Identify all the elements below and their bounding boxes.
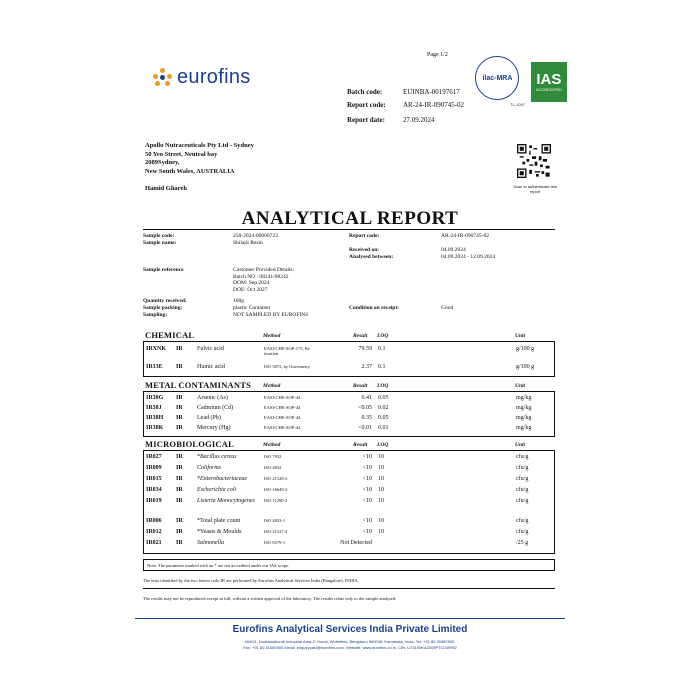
sampling-value: NOT SAMPLED BY EUROFINS (233, 312, 309, 318)
address-line: New South Wales, AUSTRALIA (145, 167, 235, 175)
parameter-name: *Total plate count (197, 518, 241, 524)
analysed-label: Analysed between: (349, 254, 394, 260)
unit: cfu/g (516, 476, 529, 482)
condition-label: Condition on receipt: (349, 305, 400, 311)
unit: cfu/g (516, 498, 529, 504)
lab-code: IR (176, 498, 183, 504)
loq: 0.05 (378, 415, 389, 421)
reference-label: Sample reference (143, 267, 184, 273)
unit: mg/kg (516, 425, 532, 431)
parameter-name: Lead (Pb) (197, 415, 221, 421)
parameter-name: Salmonella (197, 540, 224, 546)
result: <10 (362, 454, 372, 460)
unit: cfu/g (516, 487, 529, 493)
section-title-micro: MICROBIOLOGICAL (145, 439, 234, 449)
column-header-unit: Unit (515, 333, 526, 339)
column-header-unit: Unit (515, 383, 526, 389)
column-header-loq: LOQ (377, 333, 389, 339)
logo-text: eurofins (177, 66, 251, 88)
parameter-name: *Bacillus cereus (197, 454, 237, 460)
received-label: Received on: (349, 247, 380, 253)
report-code-label: Report code: (347, 101, 386, 109)
method: ISO 5073, by Gravimetry (264, 364, 310, 369)
footer-address-line: #540/1, Doddanakundi Industrial Area 2, Hoodi, Whitefield, Bengaluru 560048, Karnataka, India, Tel: +91 80 30982500, (244, 639, 456, 644)
unit: mg/kg (516, 395, 532, 401)
address-line: 50 Yeo Street, Neutral bay (145, 150, 218, 158)
quantity-value: 160g (233, 298, 244, 304)
column-header-loq: LOQ (377, 442, 389, 448)
column-header-result: Result (353, 442, 368, 448)
note-rule (143, 588, 555, 589)
address-line: 2089Sydney, (145, 159, 180, 166)
result: <10 (362, 498, 372, 504)
qr-caption: Scan to authenticate this report (513, 184, 557, 194)
loq: 0.01 (378, 425, 389, 431)
lab-code: IR (176, 405, 183, 411)
test-code: IR38G (146, 395, 164, 401)
note-text: The results may not be reproduced except in full, without a written approval of the laboratory. The results relate only to the sample analysed. (143, 596, 397, 601)
parameter-name: Mercury (Hg) (197, 425, 231, 431)
result: 0.41 (361, 395, 372, 401)
parameter-name: *Yeasts & Moulds (197, 529, 242, 535)
loq: 10 (378, 465, 384, 471)
column-header-result: Result (353, 333, 368, 339)
footer-rule (135, 618, 565, 619)
report-date-label: Report date: (347, 116, 385, 124)
sample-code-label: Sample code: (143, 233, 175, 239)
batch-code-label: Batch code: (347, 88, 383, 96)
method: ISO 4832 (264, 465, 282, 470)
method: EASI-CHE-SOP-44 (264, 425, 301, 430)
loq: 10 (378, 454, 384, 460)
address-line: Apollo Nutraceuticals Pty Ltd - Sydney (145, 142, 254, 149)
parameter-name: Fulvic acid (197, 346, 224, 352)
note-text: Note: The parameter marked with an * are not accredited under our IAS scope. (147, 563, 290, 568)
report-code-line (347, 101, 464, 109)
parameter-name: Cadmium (Cd) (197, 405, 234, 411)
column-header-unit: Unit (515, 442, 526, 448)
lab-code: IR (176, 454, 183, 460)
column-header-method: Method (263, 442, 281, 448)
sample-name-value: Shilajit Resin (233, 240, 263, 246)
reference-line: Batch NO : 08241/08242 (233, 273, 289, 280)
loq: 0.1 (378, 346, 386, 352)
tl-code: TL-1097 (510, 102, 525, 107)
parameter-name: Coliforms (197, 465, 222, 471)
ias-logo-text: IAS (536, 70, 562, 88)
condition-value: Good (441, 305, 454, 311)
test-code: IR034 (146, 487, 162, 493)
lab-code: IR (176, 415, 183, 421)
micro-table (143, 450, 555, 554)
lab-code: IR (176, 540, 183, 546)
section-title-chemical: CHEMICAL (145, 330, 195, 340)
qr-code-icon[interactable] (517, 144, 551, 178)
ias-logo-subtext: ACCREDITED (535, 86, 562, 92)
page-number: Page 1/2 (427, 52, 448, 58)
parameter-name: Listeria Monocytogenes (197, 498, 255, 504)
unit: g/100 g (516, 346, 535, 352)
sampling-label: Sampling: (143, 312, 168, 318)
unit: cfu/g (516, 529, 529, 535)
parameter-name: Humic acid (197, 364, 225, 370)
test-code: IR019 (146, 498, 162, 504)
loq: 10 (378, 487, 384, 493)
ilac-mra-logo: ilac-MRA (475, 56, 519, 100)
sample-name-label: Sample name: (143, 240, 177, 246)
result: <0.05 (358, 405, 372, 411)
result: 2.37 (361, 364, 372, 370)
packing-value: plastic Container (233, 305, 271, 311)
loq: 0.05 (378, 395, 389, 401)
column-header-result: Result (353, 383, 368, 389)
parameter-name: Arsenic (As) (197, 395, 228, 401)
result: <10 (362, 529, 372, 535)
lab-code: IR (176, 346, 183, 352)
lab-code: IR (176, 518, 183, 524)
chemical-table (143, 341, 555, 377)
test-code: IRXNK (146, 346, 167, 352)
test-code: IR015 (146, 476, 162, 482)
lab-code: IR (176, 395, 183, 401)
test-code: IR38H (146, 415, 164, 421)
lab-code: IR (176, 425, 183, 431)
test-code: IR38K (146, 425, 164, 431)
loq: 10 (378, 476, 384, 482)
method: ISO 4833-1 (264, 518, 286, 523)
test-code: IR006 (146, 518, 162, 524)
column-header-method: Method (263, 333, 281, 339)
method: ISO 21528-2 (264, 476, 288, 481)
unit: g/100 g (516, 364, 535, 370)
test-code: IR012 (146, 529, 162, 535)
sample-report-code-label: Report code: (349, 233, 380, 239)
unit: mg/kg (516, 415, 532, 421)
report-date-value: 27.09.2024 (403, 116, 435, 124)
reference-line: Customer Provided Details: (233, 267, 295, 273)
footer-address-line: Fax: +91 80 41680405 Email: enquirycasi@eurofins.com, Website: www.eurofins.co.in, CIN: U73100KA2009PTC049992 (243, 645, 457, 650)
test-code: IR021 (146, 540, 162, 546)
quantity-label: Quantity received: (143, 298, 187, 304)
method: EASI-CHE-SOP-44 (264, 405, 301, 410)
column-header-method: Method (263, 383, 281, 389)
lab-code: IR (176, 487, 183, 493)
test-code: IR38J (146, 405, 162, 411)
result: 0.35 (361, 415, 372, 421)
sample-code-value: 258-2024-09000723 (233, 233, 278, 239)
result: <10 (362, 465, 372, 471)
lab-code: IR (176, 476, 183, 482)
analysed-value: 04.09.2024 - 12.09.2024 (441, 254, 496, 260)
received-value: 04.09.2024 (441, 247, 466, 253)
report-code-value: AR-24-IR-090745-02 (403, 101, 465, 109)
report-page (125, 38, 575, 666)
result: <10 (362, 487, 372, 493)
logo-dots-icon (153, 68, 173, 88)
batch-code-line (347, 88, 460, 96)
note-text: The tests identified by the two letters code IR are performed by Eurofins Analytical Services India (Bangalore), INDIA. (143, 578, 359, 583)
loq: 10 (378, 518, 384, 524)
lab-code: IR (176, 465, 183, 471)
report-date-line (347, 116, 435, 124)
accreditation-logos (470, 56, 567, 107)
test-code: IR027 (146, 454, 162, 460)
batch-code-value: EUINBA-00197617 (403, 88, 460, 96)
unit: /25 g (516, 540, 529, 546)
lab-code: IR (176, 364, 183, 370)
result: <10 (362, 476, 372, 482)
loq: 0.1 (378, 364, 386, 370)
client-address (145, 142, 254, 194)
ias-logo (531, 62, 567, 102)
method: EASI-CHE-SOP-44 (264, 395, 301, 400)
reference-line: DOM: Sep 2024 (233, 280, 270, 286)
loq: 10 (378, 529, 384, 535)
report-title: ANALYTICAL REPORT (241, 208, 459, 229)
unit: cfu/g (516, 465, 529, 471)
title-rule (143, 229, 555, 230)
method: ISO 7932 (264, 454, 282, 459)
eurofins-logo (153, 66, 251, 89)
metal-table (143, 391, 555, 437)
method: ISO 11290-2 (264, 498, 288, 503)
method: ISO 6579-1 (264, 540, 286, 545)
loq: 10 (378, 498, 384, 504)
test-code: IR009 (146, 465, 162, 471)
unit: mg/kg (516, 405, 532, 411)
section-title-metal: METAL CONTAMINANTS (145, 380, 252, 390)
contact-name: Hamid Ghareh (145, 185, 187, 192)
result: <10 (362, 518, 372, 524)
note-box (143, 559, 555, 571)
sample-report-code-value: AR-24-IR-090745-02 (441, 233, 489, 239)
footer-company: Eurofins Analytical Services India Private Limited (232, 624, 468, 635)
result: Not Detected (340, 540, 372, 546)
method: ISO 16649-2 (264, 487, 288, 492)
result: 79.59 (358, 346, 372, 352)
unit: cfu/g (516, 518, 529, 524)
footer-address (135, 639, 565, 651)
reference-line: DOE: Oct 2027 (233, 286, 268, 293)
unit: cfu/g (516, 454, 529, 460)
result: <0.01 (358, 425, 372, 431)
column-header-loq: LOQ (377, 383, 389, 389)
parameter-name: *Enterobacteriaceae (197, 476, 248, 482)
method: EASI-CHE-SOP-44 (264, 415, 301, 420)
method: EASI-CHE-SOP-175, By titration (264, 346, 311, 356)
parameter-name: Escherichia coli (197, 487, 237, 493)
method: ISO 21527-2 (264, 529, 288, 534)
lab-code: IR (176, 529, 183, 535)
loq: 0.02 (378, 405, 389, 411)
reference-lines (233, 267, 294, 293)
test-code: IR13E (146, 364, 163, 370)
packing-label: Sample packing: (143, 305, 183, 311)
